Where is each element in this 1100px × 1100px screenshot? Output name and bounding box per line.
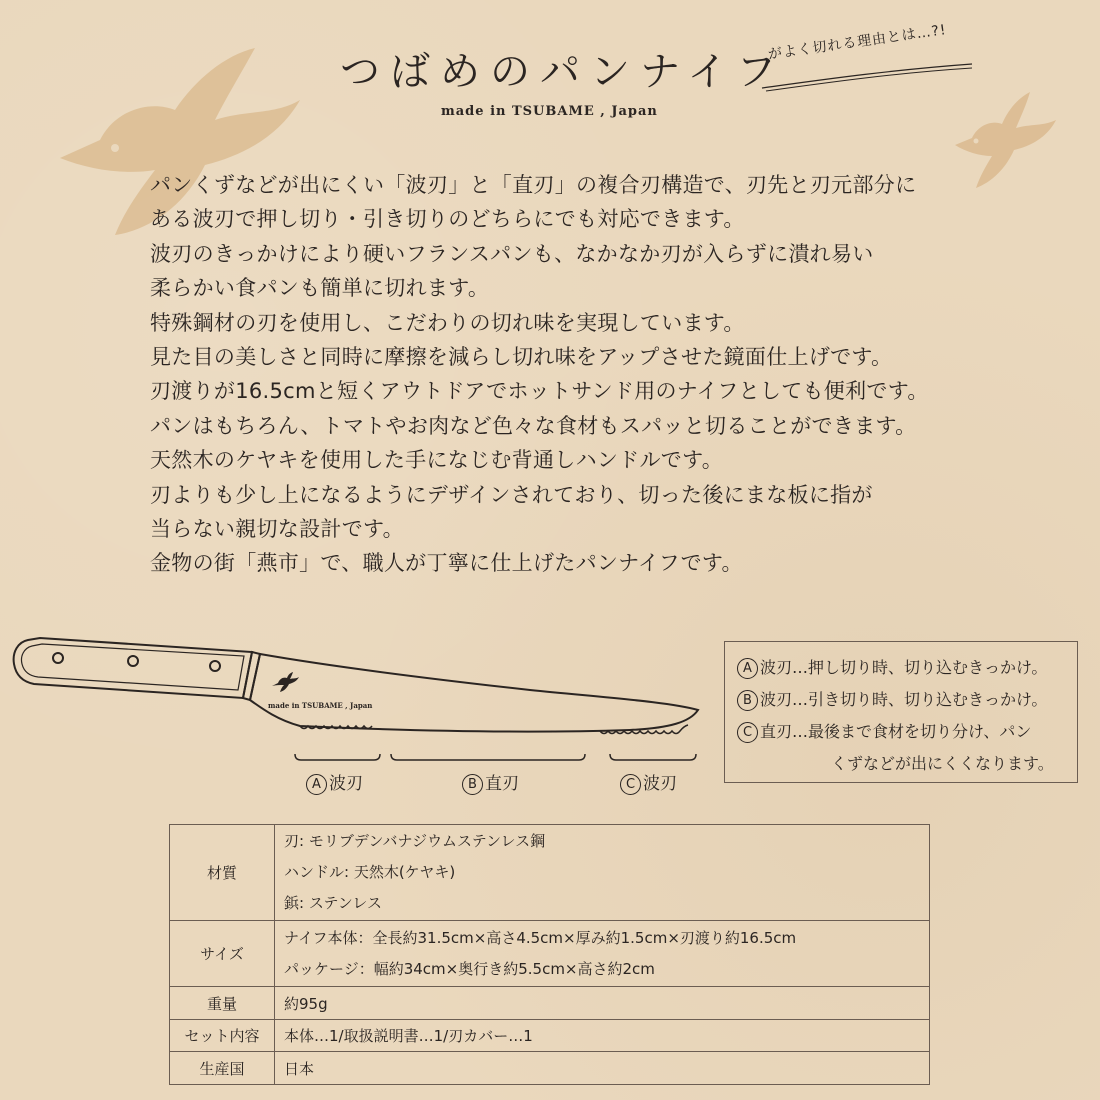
description-line: ある波刃で押し切り・引き切りのどちらにでも対応できます。	[150, 207, 745, 232]
description-line: 当らない親切な設計です。	[150, 517, 404, 542]
handle-rivet	[210, 661, 220, 671]
spec-value-set: 本体…1/取扱説明書…1/刃カバー…1	[275, 1020, 930, 1052]
spec-label-size: サイズ	[170, 921, 275, 987]
legend-item: C 直刃…最後まで食材を切り分け、パン	[737, 716, 1069, 748]
knife-illustration	[10, 630, 710, 770]
description-line: 波刃のきっかけにより硬いフランスパンも、なかなか刃が入らずに潰れ易い	[150, 241, 874, 266]
blade-text: made in TSUBAME , Japan	[268, 701, 373, 710]
made-in-caption: made in TSUBAME , Japan	[441, 104, 658, 119]
table-row	[170, 1052, 930, 1085]
handle-rivet	[128, 656, 138, 666]
blade-logo-icon	[272, 672, 299, 692]
legend-item: A 波刃…押し切り時、切り込むきっかけ。	[737, 652, 1069, 684]
table-row	[170, 825, 930, 921]
description-line: 特殊鋼材の刃を使用し、こだわりの切れ味を実現しています。	[150, 310, 745, 335]
spec-label-origin: 生産国	[170, 1052, 275, 1085]
circle-mark: B	[737, 690, 758, 711]
spec-label-set: セット内容	[170, 1020, 275, 1052]
page-subtitle: がよく切れる理由とは…?!	[767, 22, 948, 63]
segment-label-c: C 波刃	[620, 769, 677, 795]
segment-bracket-a	[295, 754, 380, 760]
circle-mark: B	[462, 774, 483, 795]
blade-legend	[724, 641, 1078, 783]
description-line: パンくずなどが出にくい「波刃」と「直刃」の複合刃構造で、刃先と刃元部分に	[150, 173, 917, 197]
description-line: パンはもちろん、トマトやお肉など色々な食材もスパッと切ることができます。	[150, 413, 917, 438]
knife-blade	[250, 654, 698, 732]
spec-value-origin: 日本	[275, 1052, 930, 1085]
spec-value-size: ナイフ本体：全長約31.5cm×高さ4.5cm×厚み約1.5cm×刃渡り約16.5cm パッケージ：幅約34cm×奥行き約5.5cm×高さ約2cm	[275, 921, 930, 987]
table-row	[170, 987, 930, 1020]
circle-mark: A	[737, 658, 758, 679]
description-line: 刃よりも少し上になるようにデザインされており、切った後にまな板に指が	[150, 482, 873, 507]
legend-item-continuation: くずなどが出にくくなります。	[831, 754, 1054, 773]
spec-table	[169, 824, 930, 1085]
subtitle-underline	[760, 62, 975, 92]
spec-value-weight: 約95g	[275, 987, 930, 1020]
spec-value-material: 刃: モリブデンバナジウムステンレス鋼 ハンドル: 天然木(ケヤキ) 鋲: ステンレス	[275, 825, 930, 921]
description-line: 柔らかい食パンも簡単に切れます。	[150, 276, 490, 301]
spec-label-weight: 重量	[170, 987, 275, 1020]
description-line: 見た目の美しさと同時に摩擦を減らし切れ味をアップさせた鏡面仕上げです。	[150, 345, 893, 370]
description-line: 金物の街「燕市」で、職人が丁寧に仕上げたパンナイフです。	[150, 551, 743, 576]
segment-label-b: B 直刃	[462, 769, 519, 795]
segment-bracket-c	[610, 754, 696, 760]
handle-rivet	[53, 653, 63, 663]
table-row	[170, 1020, 930, 1052]
spec-label-material: 材質	[170, 825, 275, 921]
segment-label-a: A 波刃	[306, 769, 363, 795]
description-line: 刃渡りが16.5cmと短くアウトドアでホットサンド用のナイフとしても便利です。	[150, 379, 929, 404]
legend-item: B 波刃…引き切り時、切り込むきっかけ。	[737, 684, 1069, 716]
description-line: 天然木のケヤキを使用した手になじむ背通しハンドルです。	[150, 448, 723, 473]
table-row	[170, 921, 930, 987]
segment-bracket-b	[391, 754, 585, 760]
circle-mark: A	[306, 774, 327, 795]
circle-mark: C	[737, 722, 758, 743]
description-list	[150, 168, 1000, 581]
circle-mark: C	[620, 774, 641, 795]
page-title: つばめのパンナイフ	[340, 49, 786, 95]
